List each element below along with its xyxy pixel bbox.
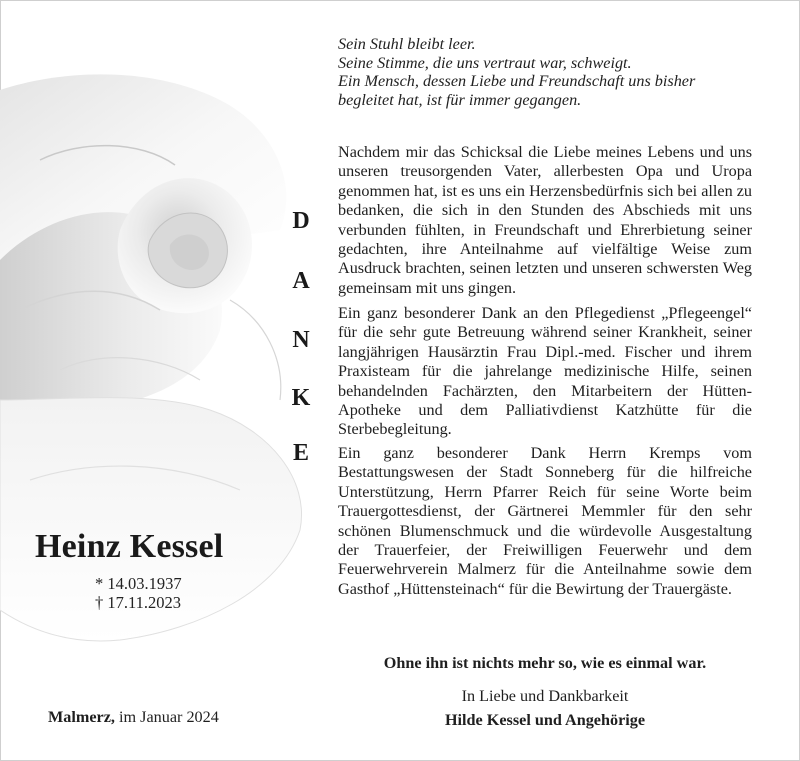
danke-letter-n: N [292, 327, 310, 353]
danke-letter-d: D [292, 208, 310, 234]
poem-line: Sein Stuhl bleibt leer. [338, 35, 476, 53]
deceased-name: Heinz Kessel [35, 528, 224, 565]
memorial-poem [338, 35, 778, 109]
signature: Hilde Kessel und Angehörige [444, 711, 646, 729]
thanks-paragraph-1: Nachdem mir das Schicksal die Liebe meines Lebens und uns unseren treusorgenden Vater, allerbesten Opa und Uropa genommen hat, ist es uns ein Herzensbedürfnis sich bei allen zu bedanken, die sich in den Stunden des Abschieds mit uns verbunden fühlten, in Freundschaft und Ehrerbietung seiner gedachten, ihre Anteilnahme auf vielfältige Weise zum Ausdruck brachten, seinen letzten und unseren schwersten Weg gemeinsam mit uns gingen. [338, 143, 753, 297]
death-date: † 17.11.2023 [95, 593, 182, 612]
thanks-paragraph-2: Ein ganz besonderer Dank an den Pflegedienst „Pflegeengel“ für die sehr gute Betreuung während seiner Krankheit, seiner langjährigen Hausärztin Frau Dipl.-med. Fischer und ihrem Praxisteam für die jahrelange medizinische Hilfe, seinen behandelnden Fachärzten, den Mitarbeitern der Hütten-Apotheke und dem Palliativdienst Katzhütte für die Sterbebegleitung. [338, 304, 752, 439]
closing-motto: Ohne ihn ist nichts mehr so, wie es einmal war. [383, 654, 707, 672]
poem-line: Seine Stimme, die uns vertraut war, schweigt. [338, 53, 632, 72]
thanks-paragraph-3: Ein ganz besonderer Dank Herrn Kremps vom Bestattungswesen der Stadt Sonneberg für die hilfreiche Unterstützung, Herrn Pfarrer Reich für seine Worte beim Trauergottesdienst, der Gärtnerei Memmler für den sehr schönen Blumenschmuck und die würdevolle Ausgestaltung der Trauerfeier, der Freiwilligen Feuerwehr und dem Feuerwehrverein Malmerz für die Anteilnahme sowie dem Gasthof „Hüttensteinach“ für die Bewirtung der Trauergäste. [338, 444, 752, 598]
poem-line: Ein Mensch, dessen Liebe und Freundschaft uns bisher [338, 72, 696, 91]
closing-greeting: In Liebe und Dankbarkeit [461, 687, 629, 705]
danke-letter-e: E [292, 440, 309, 466]
place-date: im Januar 2024 [114, 708, 219, 726]
place-town: Malmerz, [48, 708, 115, 726]
place-and-date [48, 708, 219, 727]
danke-letter-k: K [291, 385, 311, 411]
birth-date: * 14.03.1937 [95, 574, 182, 593]
poem-line: begleitet hat, ist für immer gegangen. [338, 90, 582, 109]
danke-letter-a: A [292, 268, 310, 294]
